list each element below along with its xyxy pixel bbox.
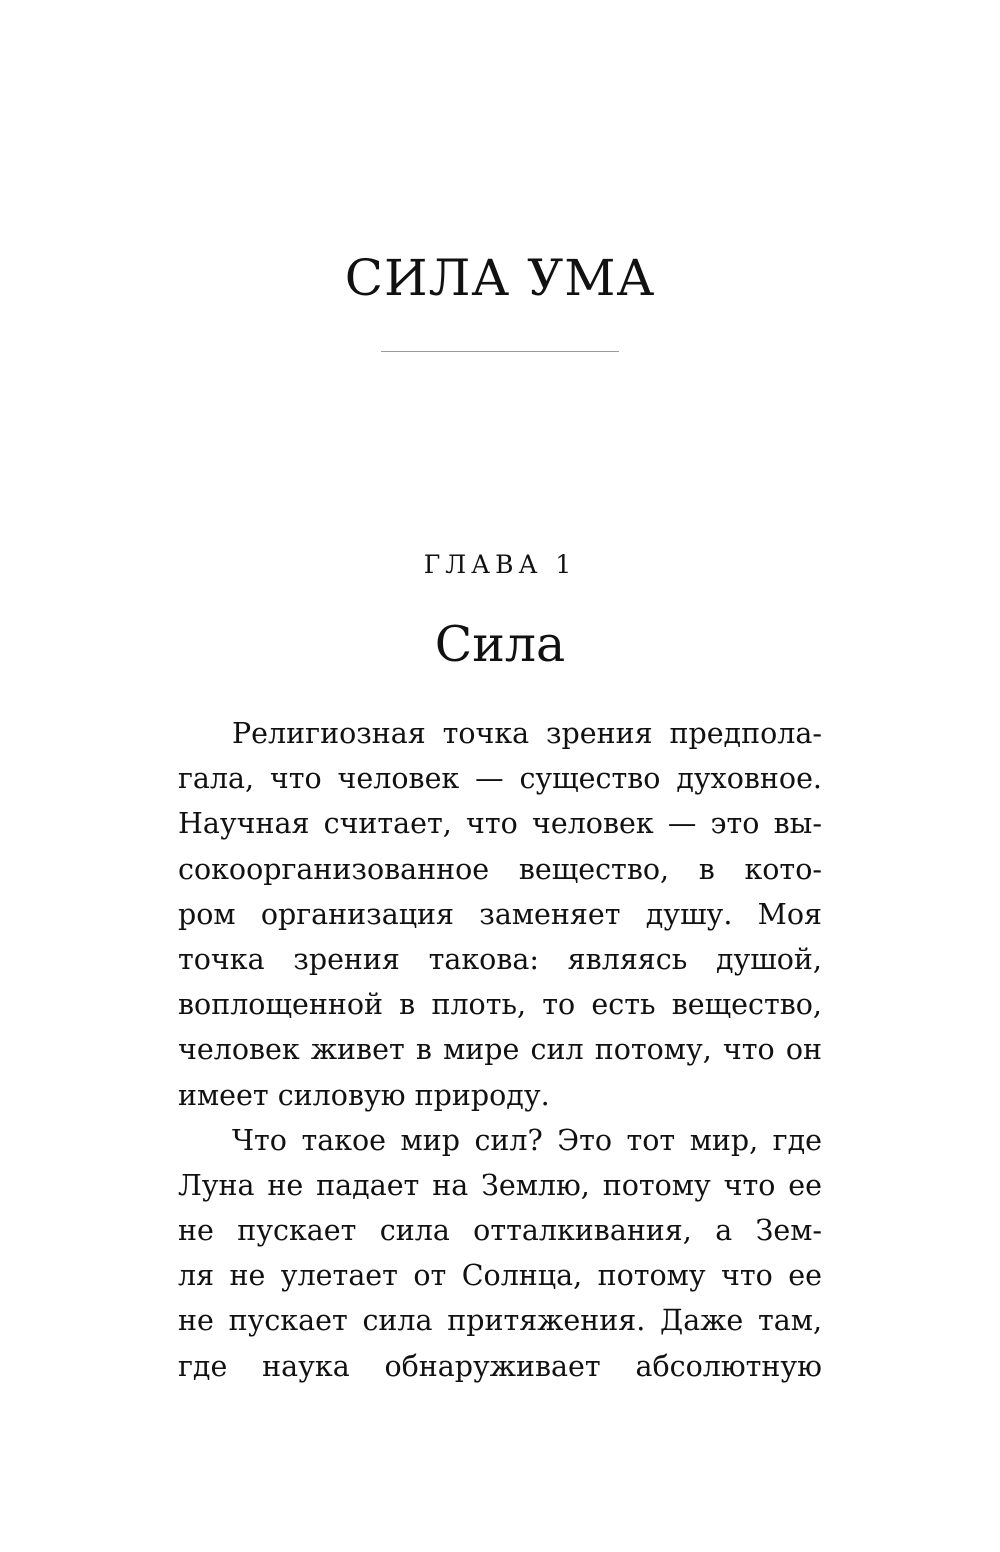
body-line: ля не улетает от Солнца, потому что ее <box>178 1259 822 1293</box>
body-line: ром организация заменяет душу. Моя <box>178 897 822 931</box>
title-divider <box>381 351 619 352</box>
body-line: Религиозная точка зрения предпола- <box>232 717 822 750</box>
body-line: человек живет в мире сил потому, что он <box>178 1033 822 1067</box>
chapter-label: ГЛАВА 1 <box>423 550 577 579</box>
body-line: сокоорганизованное вещество, в кото- <box>178 852 822 886</box>
body-line: не пускает сила отталкивания, а Зем- <box>178 1214 822 1248</box>
part-title: СИЛА УМА <box>344 249 656 307</box>
body-line: не пускает сила притяжения. Даже там, <box>178 1304 822 1338</box>
body-line: Луна не падает на Землю, потому что ее <box>178 1168 822 1202</box>
body-line: Что такое мир сил? Это тот мир, где <box>232 1123 822 1157</box>
body-line: имеет силовую природу. <box>178 1078 550 1112</box>
body-line: Научная считает, что человек — это вы- <box>178 807 822 841</box>
chapter-title: Сила <box>434 616 566 673</box>
body-line: где наука обнаруживает абсолютную <box>178 1349 822 1383</box>
body-line: воплощенной в плоть, то есть вещество, <box>178 988 822 1022</box>
body-text <box>178 711 822 1389</box>
body-line: точка зрения такова: являясь душой, <box>178 942 822 976</box>
body-line: гала, что человек — существо духовное. <box>178 762 822 796</box>
